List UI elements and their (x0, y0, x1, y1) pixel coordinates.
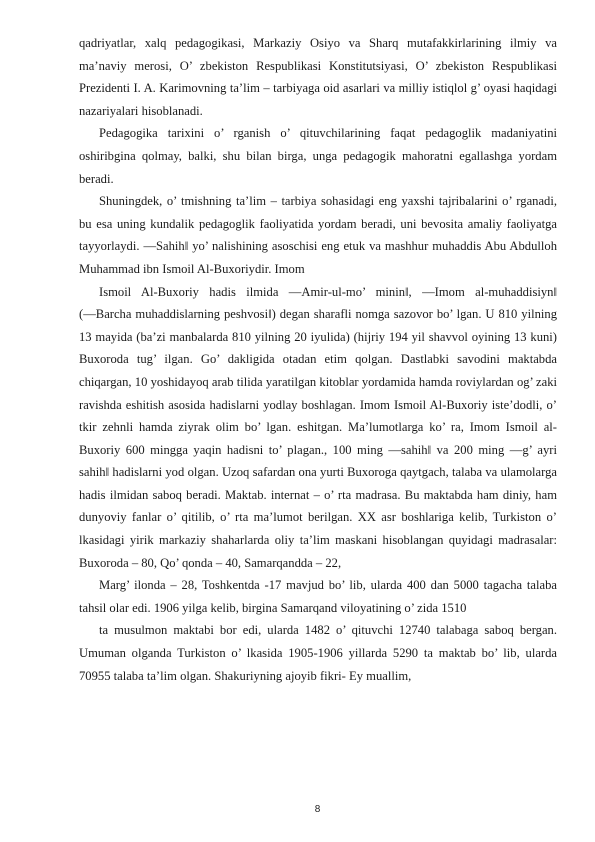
paragraph-6: ta musulmon maktabi bor edi, ularda 1482 o’ qituvchi 12740 talabaga saboq bergan. Umuman olganda Turkiston o’ lkasida 1905-1906 yillarda 5290 ta maktab bo’ lib, ularda 70955 talaba ta’lim olgan. Shakuriyning ajoyib fikri- Ey muallim, (79, 623, 557, 683)
document-body (79, 32, 557, 687)
paragraph-4: Ismoil Al-Buxoriy hadis ilmida ―Amir-ul-mo’ minin‖, ―Imom al-muhaddisiyn‖ (―Barcha muhaddislarning peshvosi‖) degan sharafli nomga sazovor bo’ lgan. U 810 yilning 13 mayida (ba’zi manbalarda 810 yilning 20 iyulida) (hijriy 194 yil shavvol oyining 13 kuni) Buxoroda tug’ ilgan. Go’ dakligida otadan etim qolgan. Dastlabki savodini maktabda chiqargan, 10 yoshidayoq arab tilida yaratilgan kitoblar yordamida hamda roviylardan og’ zaki ravishda eshitish asosida hadislarni yodlay boshlagan. Imom Ismoil Al-Buxoriy iste’dodli, o’ tkir zehnli hamda ziyrak olim bo’ lgan. eshitgan. Ma’lumotlarga ko’ ra, Imom Ismoil al-Buxoriy 600 mingga yaqin hadisni to’ plagan., 100 ming ―sahih‖ va 200 ming ―g’ ayri sahih‖ hadislarni yod olgan. Uzoq safardan ona yurti Buxoroga qaytgach, talaba va ulamolarga hadis ilmidan saboq beradi. Maktab. internat – o’ rta madrasa. Bu maktabda ham diniy, ham dunyoviy fanlar o’ qitilib, o’ rta ma’lumot berilgan. XX asr boshlariga kelib, Turkiston o’ lkasidagi yirik markaziy shaharlarda oliy ta’lim maskani hisoblangan quyidagi madrasalar: Buxoroda – 80, Qo’ qonda – 40, Samarqandda – 22, (79, 284, 557, 570)
paragraph-1: qadriyatlar, xalq pedagogikasi, Markaziy Osiyo va Sharq mutafakkirlarining ilmiy va ma’naviy merosi, O’ zbekiston Respublikasi Konstitutsiyasi, O’ zbekiston Respublikasi Prezidenti I. A. Karimovning ta’lim – tarbiyaga oid asarlari va milliy istiqlol g’ oyasi haqidagi nazariyalari hisoblanadi. (79, 36, 557, 118)
paragraph-2: Pedagogika tarixini o’ rganish o’ qituvchilarining faqat pedagoglik madaniyatini oshiribgina qolmay, balki, shu bilan birga, unga pedagogik mahoratni egallashga yordam beradi. (79, 126, 557, 186)
page-number: 8 (314, 804, 321, 815)
paragraph-3: Shuningdek, o’ tmishning ta’lim – tarbiya sohasidagi eng yaxshi tajribalarini o’ rganadi, bu esa uning kundalik pedagoglik faoliyatida yordam beradi, uni bevosita amaliy faoliyatga tayyorlaydi. ―Sahih‖ yo’ nalishining asoschisi eng etuk va mashhur muhaddis Abu Abdulloh Muhammad ibn Ismoil Al-Buxoriydir. Imom (79, 194, 557, 276)
paragraph-5: Marg’ ilonda – 28, Toshkentda -17 mavjud bo’ lib, ularda 400 dan 5000 tagacha talaba tahsil olar edi. 1906 yilga kelib, birgina Samarqand viloyatining o’ zida 1510 (79, 578, 557, 615)
